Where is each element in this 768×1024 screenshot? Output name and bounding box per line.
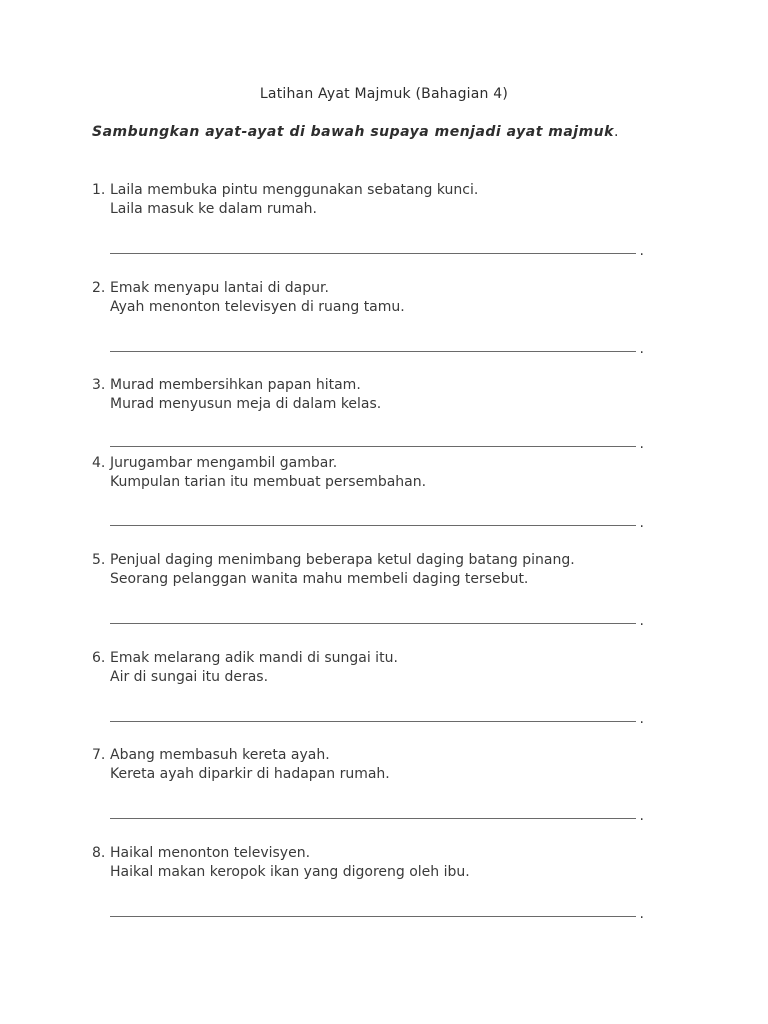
question-4 [92, 454, 662, 492]
question-sentence-1: Penjual daging menimbang beberapa ketul daging batang pinang. [110, 552, 575, 568]
question-6 [92, 649, 662, 687]
question-sentence-1: Jurugambar mengambil gambar. [110, 455, 338, 471]
answer-period: . [639, 711, 644, 727]
question-number: 1. [92, 182, 106, 198]
answer-rule [110, 818, 636, 819]
worksheet-title: Latihan Ayat Majmuk (Bahagian 4) [259, 86, 509, 102]
answer-period: . [639, 808, 644, 824]
answer-period: . [639, 515, 644, 531]
question-sentence-1: Laila membuka pintu menggunakan sebatang kunci. [110, 182, 479, 198]
question-sentence-2: Haikal makan keropok ikan yang digoreng oleh ibu. [110, 864, 470, 880]
question-sentence-2: Air di sungai itu deras. [110, 669, 269, 685]
question-5 [92, 551, 662, 589]
question-number: 6. [92, 650, 106, 666]
question-number: 3. [92, 377, 106, 393]
question-sentence-1: Emak menyapu lantai di dapur. [110, 280, 329, 296]
instruction-period: . [613, 124, 619, 140]
question-8 [92, 844, 662, 882]
worksheet-instruction [92, 124, 619, 140]
question-sentence-2: Laila masuk ke dalam rumah. [110, 201, 317, 217]
question-sentence-2: Kumpulan tarian itu membuat persembahan. [110, 474, 427, 490]
answer-rule [110, 623, 636, 624]
answer-rule [110, 721, 636, 722]
question-number: 4. [92, 455, 106, 471]
answer-line-8[interactable] [110, 901, 644, 921]
answer-rule [110, 446, 636, 447]
answer-line-1[interactable] [110, 238, 644, 258]
question-2 [92, 279, 662, 317]
answer-period: . [639, 436, 644, 452]
question-sentence-1: Abang membasuh kereta ayah. [110, 747, 330, 763]
question-number: 5. [92, 552, 106, 568]
instruction-text: Sambungkan ayat-ayat di bawah supaya menjadi ayat majmuk [92, 124, 614, 140]
answer-line-5[interactable] [110, 608, 644, 628]
answer-period: . [639, 341, 644, 357]
answer-period: . [639, 243, 644, 259]
answer-line-6[interactable] [110, 706, 644, 726]
question-sentence-1: Emak melarang adik mandi di sungai itu. [110, 650, 398, 666]
answer-line-2[interactable] [110, 336, 644, 356]
question-sentence-2: Ayah menonton televisyen di ruang tamu. [110, 299, 405, 315]
question-7 [92, 746, 662, 784]
question-number: 8. [92, 845, 106, 861]
question-sentence-2: Seorang pelanggan wanita mahu membeli daging tersebut. [110, 571, 529, 587]
answer-line-7[interactable] [110, 803, 644, 823]
answer-rule [110, 525, 636, 526]
answer-line-3[interactable] [110, 431, 644, 451]
answer-period: . [639, 613, 644, 629]
question-sentence-2: Murad menyusun meja di dalam kelas. [110, 396, 382, 412]
answer-rule [110, 916, 636, 917]
answer-period: . [639, 906, 644, 922]
question-sentence-2: Kereta ayah diparkir di hadapan rumah. [110, 766, 390, 782]
question-3 [92, 376, 662, 414]
answer-line-4[interactable] [110, 510, 644, 530]
question-1 [92, 181, 662, 219]
question-number: 2. [92, 280, 106, 296]
question-sentence-1: Haikal menonton televisyen. [110, 845, 311, 861]
answer-rule [110, 253, 636, 254]
answer-rule [110, 351, 636, 352]
question-number: 7. [92, 747, 106, 763]
question-sentence-1: Murad membersihkan papan hitam. [110, 377, 361, 393]
